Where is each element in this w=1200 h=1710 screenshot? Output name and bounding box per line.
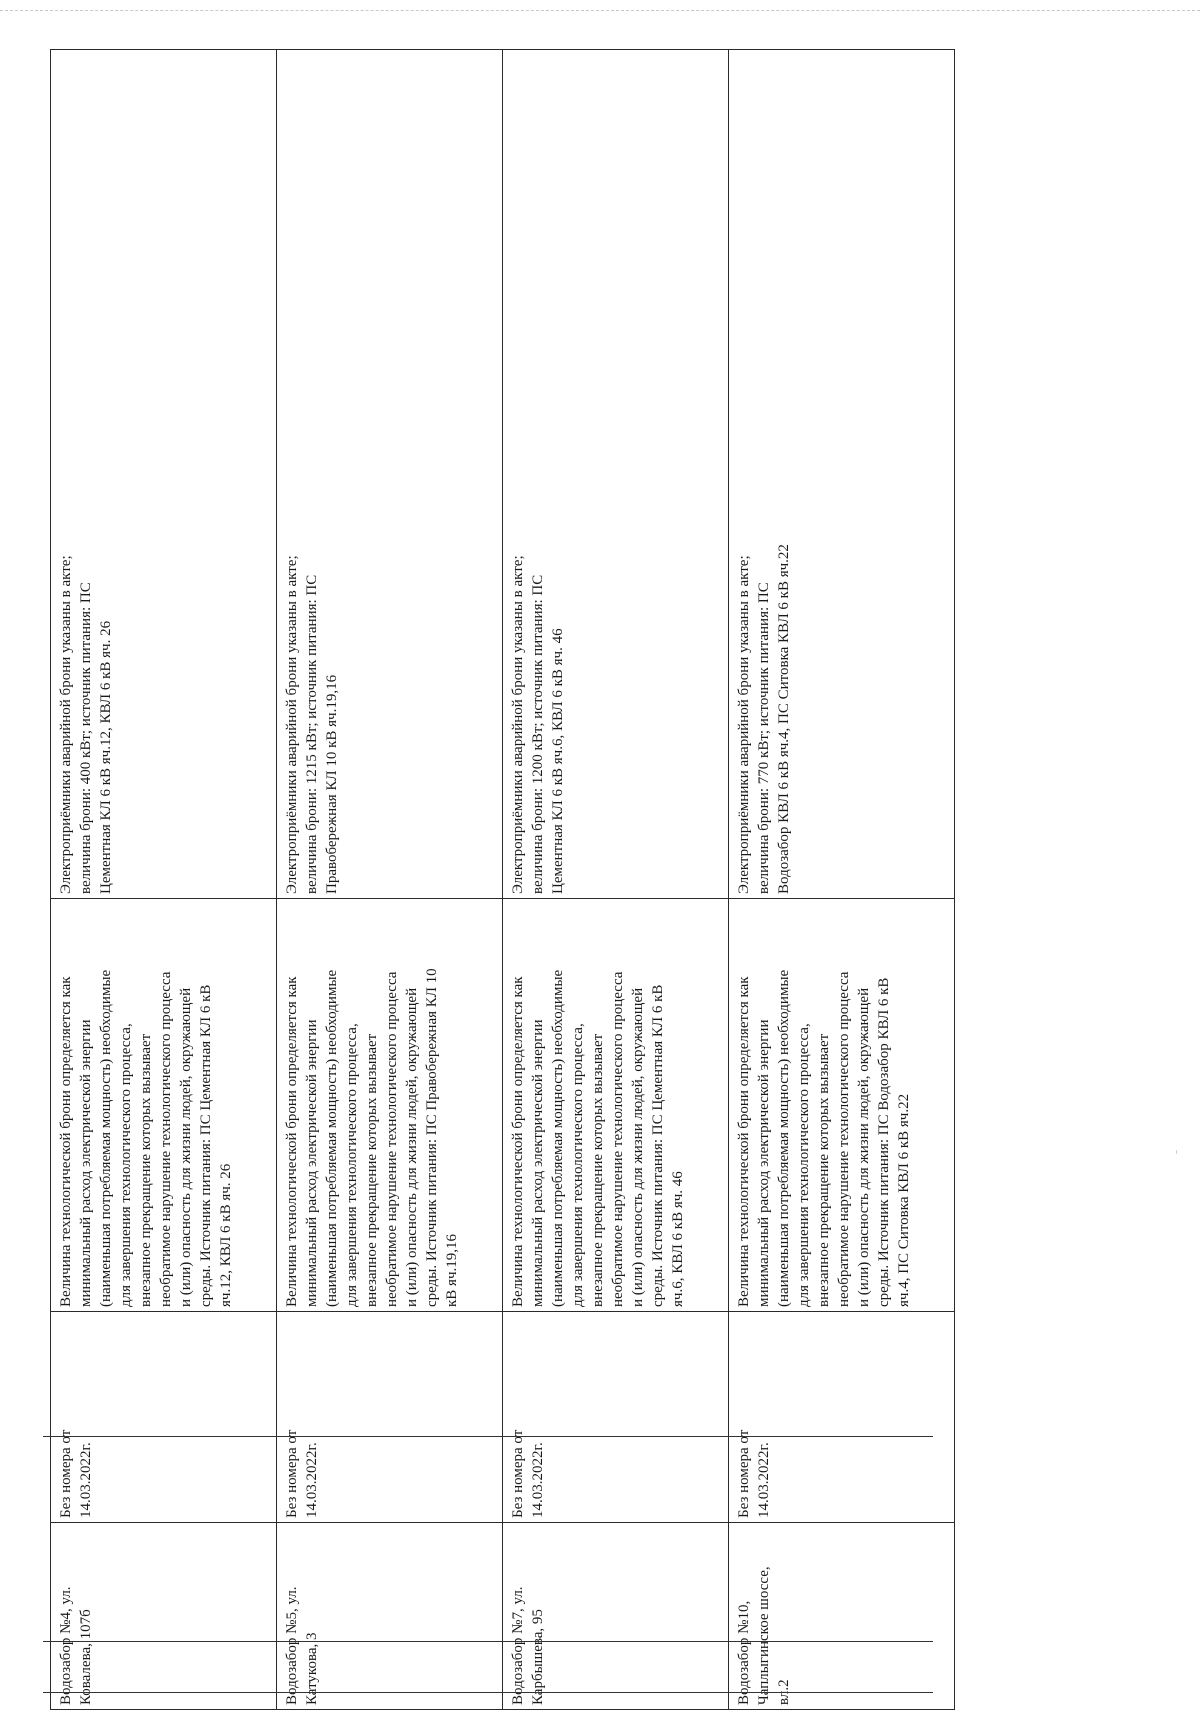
rule-line [43, 1436, 933, 1437]
act-cell: Без номера от 14.03.2022г. [503, 1312, 729, 1523]
act-cell: Без номера от 14.03.2022г. [51, 1312, 277, 1523]
tech-reservation-cell: Величина технологической брони определяется как минимальный расход электрической энергии (наименьшая потребляемая мощность) необходимые для завершения технологического процесса, внезапное прекращение которых вызывает необратимое нарушение технологического процесса и (или) опасность для жизни людей, окружающей среды. Источник питания: ПС Водозабор КВЛ 6 кВ яч.4, ПС Ситовка КВЛ 6 кВ яч.22 [729, 899, 955, 1312]
emergency-reservation-cell: Электроприёмники аварийной брони указаны в акте; величина брони: 400 кВт; источник питания: ПС Цементная КЛ 6 кВ яч.12, КВЛ 6 кВ яч. 26 [51, 50, 277, 899]
scan-mark [1176, 1150, 1177, 1154]
object-cell: Водозабор №5, ул. Катукова, 3 [277, 1523, 503, 1710]
emergency-reservation-cell: Электроприёмники аварийной брони указаны в акте; величина брони: 1200 кВт; источник питания: ПС Цементная КЛ 6 кВ яч.6, КВЛ 6 кВ яч. 46 [503, 50, 729, 899]
scan-top-edge [0, 10, 1200, 11]
rotated-table-container [50, 50, 955, 1710]
object-cell: Водозабор №10, Чаплыгинское шоссе, вл.2 [729, 1523, 955, 1710]
act-cell: Без номера от 14.03.2022г. [277, 1312, 503, 1523]
table-row [277, 50, 503, 1710]
object-cell: Водозабор №7, ул. Карбышева, 95 [503, 1523, 729, 1710]
tech-reservation-cell: Величина технологической брони определяется как минимальный расход электрической энергии (наименьшая потребляемая мощность) необходимые для завершения технологического процесса, внезапное прекращение которых вызывает необратимое нарушение технологического процесса и (или) опасность для жизни людей, окружающей среды. Источник питания: ПС Цементная КЛ 6 кВ яч.6, КВЛ 6 кВ яч. 46 [503, 899, 729, 1312]
tech-reservation-cell: Величина технологической брони определяется как минимальный расход электрической энергии (наименьшая потребляемая мощность) необходимые для завершения технологического процесса, внезапное прекращение которых вызывает необратимое нарушение технологического процесса и (или) опасность для жизни людей, окружающей среды. Источник питания: ПС Цементная КЛ 6 кВ яч.12, КВЛ 6 кВ яч. 26 [51, 899, 277, 1312]
act-cell: Без номера от 14.03.2022г. [729, 1312, 955, 1523]
rule-line [43, 1641, 933, 1642]
object-cell: Водозабор №4, ул. Ковалева, 107б [51, 1523, 277, 1710]
rule-line [43, 1692, 933, 1693]
table-row [729, 50, 955, 1710]
reservation-table [50, 49, 955, 1710]
emergency-reservation-cell: Электроприёмники аварийной брони указаны в акте; величина брони: 1215 кВт; источник питания: ПС Правобережная КЛ 10 кВ яч.19,16 [277, 50, 503, 899]
table-row [503, 50, 729, 1710]
emergency-reservation-cell: Электроприёмники аварийной брони указаны в акте; величина брони: 770 кВт; источник питания: ПС Водозабор КВЛ 6 кВ яч.4, ПС Ситовка КВЛ 6 кВ яч.22 [729, 50, 955, 899]
table-row [51, 50, 277, 1710]
tech-reservation-cell: Величина технологической брони определяется как минимальный расход электрической энергии (наименьшая потребляемая мощность) необходимые для завершения технологического процесса, внезапное прекращение которых вызывает необратимое нарушение технологического процесса и (или) опасность для жизни людей, окружающей среды. Источник питания: ПС Правобережная КЛ 10 кВ яч.19,16 [277, 899, 503, 1312]
